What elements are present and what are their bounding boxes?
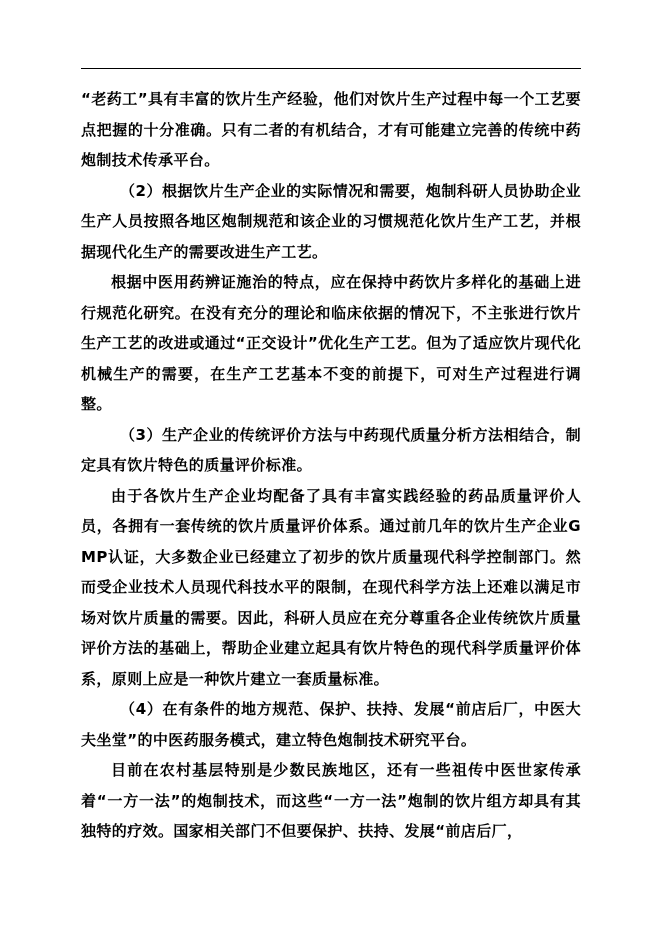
- paragraph: （4）在有条件的地方规范、保护、扶持、发展“前店后厂，中医大夫坐堂”的中医药服务模式，建立特色炮制技术研究平台。: [81, 700, 581, 749]
- paragraph: （3）生产企业的传统评价方法与中药现代质量分析方法相结合，制定具有饮片特色的质量评价标准。: [81, 425, 581, 474]
- document-body: [81, 84, 581, 847]
- paragraph: “老药工”具有丰富的饮片生产经验，他们对饮片生产过程中每一个工艺要点把握的十分准确。只有二者的有机结合，才有可能建立完善的传统中药炮制技术传承平台。: [81, 90, 581, 169]
- header-rule: [81, 68, 581, 69]
- paragraph: 由于各饮片生产企业均配备了具有丰富实践经验的药品质量评价人员，各拥有一套传统的饮片质量评价体系。通过前几年的饮片生产企业GMP认证，大多数企业已经建立了初步的饮片质量现代科学控制部门。然而受企业技术人员现代科技水平的限制，在现代科学方法上还难以满足市场对饮片质量的需要。因此，科研人员应在充分尊重各企业传统饮片质量评价方法的基础上，帮助企业建立起具有饮片特色的现代科学质量评价体系，原则上应是一种饮片建立一套质量标准。: [81, 486, 581, 688]
- paragraph: （2）根据饮片生产企业的实际情况和需要，炮制科研人员协助企业生产人员按照各地区炮制规范和该企业的习惯规范化饮片生产工艺，并根据现代化生产的需要改进生产工艺。: [81, 181, 581, 261]
- paragraph: 目前在农村基层特别是少数民族地区，还有一些祖传中医世家传承着“一方一法”的炮制技术，而这些“一方一法”炮制的饮片组方却具有其独特的疗效。国家相关部门不但要保护、扶持、发展“前店后厂，: [81, 761, 581, 840]
- paragraph: 根据中医用药辨证施治的特点，应在保持中药饮片多样化的基础上进行规范化研究。在没有充分的理论和临床依据的情况下，不主张进行饮片生产工艺的改进或通过“正交设计”优化生产工艺。但为了适应饮片现代化机械生产的需要，在生产工艺基本不变的前提下，可对生产过程进行调整。: [81, 273, 581, 413]
